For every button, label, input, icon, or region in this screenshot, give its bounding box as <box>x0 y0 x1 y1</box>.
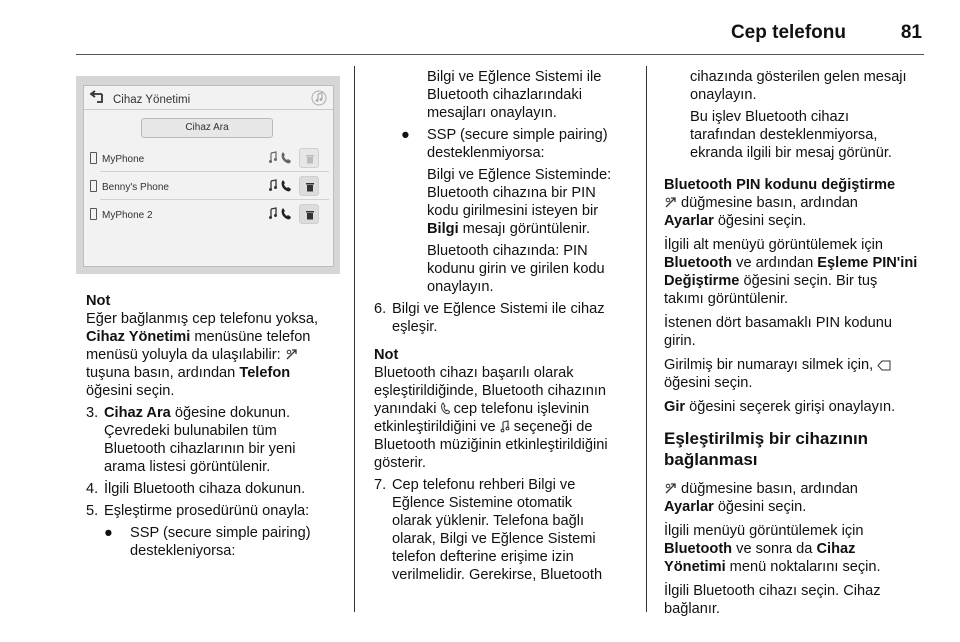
ssp-supported-text: Bilgi ve Eğlence Sistemi ile Bluetooth cihazlarındaki mesajları onaylayın. <box>427 69 602 121</box>
pin-change-section: Bluetooth PIN kodunu değiştirme düğmesine basın, ardından Ayarlar öğesini seçin. İlgili alt menüyü görüntülemek için Bluetooth ve ardından Eşleme PIN'ini Değiştirme öğesini seçin. Bir tuş takımı görüntülenir. İstenen dört basamaklı PIN kodunu girin. Girilmiş bir numarayı silmek için, öğesini seçin. Gir öğesini seçerek girişi onaylayın. <box>664 176 954 416</box>
note-line: tuşuna basın, ardından Telefon <box>86 365 291 381</box>
note-block: Not Bluetooth cihazı başarılı olarak eşleştirildiğinde, Bluetooth cihazının yanındaki cep telefonu işlevinin etkinleştirildiğini ve seçeneği de Bluetooth müziğinin etkinleştirildiğini gösterir. <box>374 347 608 471</box>
note-line: Cihaz Yönetimi menüsüne telefon <box>86 329 311 345</box>
handset-icon <box>441 402 450 415</box>
device-pin-text: Bluetooth cihazında: PIN kodunu girin ve girilen kodu onaylayın. <box>427 243 605 295</box>
device-name: Benny's Phone <box>102 182 169 193</box>
call-icon <box>280 151 292 165</box>
note-line: öğesini seçin. <box>86 383 175 399</box>
device-search-button[interactable]: Cihaz Ara <box>141 118 273 138</box>
header-rule <box>76 54 924 55</box>
trash-icon <box>305 181 315 192</box>
step-7: 7. Cep telefonu rehberi Bilgi ve Eğlence Sistemine otomatik olarak yüklenir. Telefona bağlı olarak, Bilgi ve Eğlence Sistemi telefon defterine erişime izin verilmelidir. Gerekirse, Bluetooth <box>374 477 603 583</box>
step-6: 6. Bilgi ve Eğlence Sistemi ile cihaz eşleşir. <box>374 301 605 335</box>
device-row[interactable] <box>84 202 333 228</box>
page-title: Cep telefonu <box>730 22 846 43</box>
bluetooth-audio-icon <box>268 151 278 165</box>
step-3: 3. Cihaz Ara öğesine dokunun. Çevredeki bulunabilen tüm Bluetooth cihazlarının bir yeni arama listesi görüntülenir. <box>86 405 296 475</box>
page-header <box>0 0 960 56</box>
row-separator <box>100 199 329 200</box>
delete-device-button[interactable] <box>299 204 319 224</box>
backspace-icon <box>877 360 891 371</box>
phone-icon <box>90 208 97 220</box>
delete-device-button[interactable] <box>299 148 319 168</box>
music-note-icon <box>500 420 510 433</box>
call-icon <box>280 179 292 193</box>
device-name: MyPhone 2 <box>102 210 153 221</box>
note-label: Not <box>86 293 111 309</box>
step-4: 4. İlgili Bluetooth cihaza dokunun. <box>86 481 306 497</box>
call-icon <box>280 207 292 221</box>
column-divider-2 <box>646 66 647 612</box>
column-2-text <box>376 68 640 584</box>
column-1-text <box>86 292 348 560</box>
bullet-ssp-not-supported: ● SSP (secure simple pairing) desteklenmiyorsa: <box>401 127 608 161</box>
screen-titlebar <box>84 86 333 110</box>
trash-icon <box>305 209 315 220</box>
step-5: 5. Eşleştirme prosedürünü onayla: <box>86 503 310 519</box>
device-row[interactable] <box>84 146 333 172</box>
note-line: Eğer bağlanmış cep telefonu yoksa, <box>86 311 319 327</box>
config-icon <box>664 482 677 495</box>
not-supported-text: Bu işlev Bluetooth cihazı tarafından desteklenmiyorsa, ekranda ilgili bir mesaj görünür. <box>690 109 892 161</box>
phone-icon <box>90 152 97 164</box>
infotainment-screen <box>83 85 334 267</box>
bluetooth-audio-icon <box>268 179 278 193</box>
column-divider-1 <box>354 66 355 612</box>
trash-icon <box>305 153 315 164</box>
connect-paired-section: Eşleştirilmiş bir cihazının bağlanması düğmesine basın, ardından Ayarlar öğesini seçin. İlgili menüyü görüntülemek için Bluetooth ve sonra da Cihaz Yönetimi menü noktalarını seçin. İlgili Bluetooth cihazı seçin. Cihaz bağlanır. <box>664 428 954 618</box>
music-note-icon[interactable] <box>311 90 327 106</box>
section-heading: Eşleştirilmiş bir cihazının bağlanması <box>664 429 869 469</box>
back-arrow-icon[interactable] <box>88 90 106 106</box>
delete-device-button[interactable] <box>299 176 319 196</box>
section-heading: Bluetooth PIN kodunu değiştirme <box>664 177 896 193</box>
page-number: 81 <box>900 22 922 43</box>
home-config-icon <box>285 348 298 361</box>
row-separator <box>100 171 329 172</box>
bullet-ssp-supported: ● SSP (secure simple pairing) destekleniyorsa: <box>104 525 311 559</box>
bluetooth-audio-icon <box>268 207 278 221</box>
column-3-text <box>664 68 954 618</box>
device-name: MyPhone <box>102 154 145 165</box>
config-icon <box>664 196 677 209</box>
note-line: menüsü yoluyla da ulaşılabilir: <box>86 346 348 364</box>
screen-title: Cihaz Yönetimi <box>113 94 191 106</box>
infotainment-pin-text: Bilgi ve Eğlence Sisteminde: Bluetooth cihazına bir PIN kodu girilmesini isteyen bir Bilgi mesajı görüntülenir. <box>427 167 612 237</box>
device-management-screenshot <box>76 76 340 274</box>
phone-icon <box>90 180 97 192</box>
device-row[interactable] <box>84 174 333 200</box>
message-confirm-text: cihazında gösterilen gelen mesajı onaylayın. <box>690 69 907 103</box>
